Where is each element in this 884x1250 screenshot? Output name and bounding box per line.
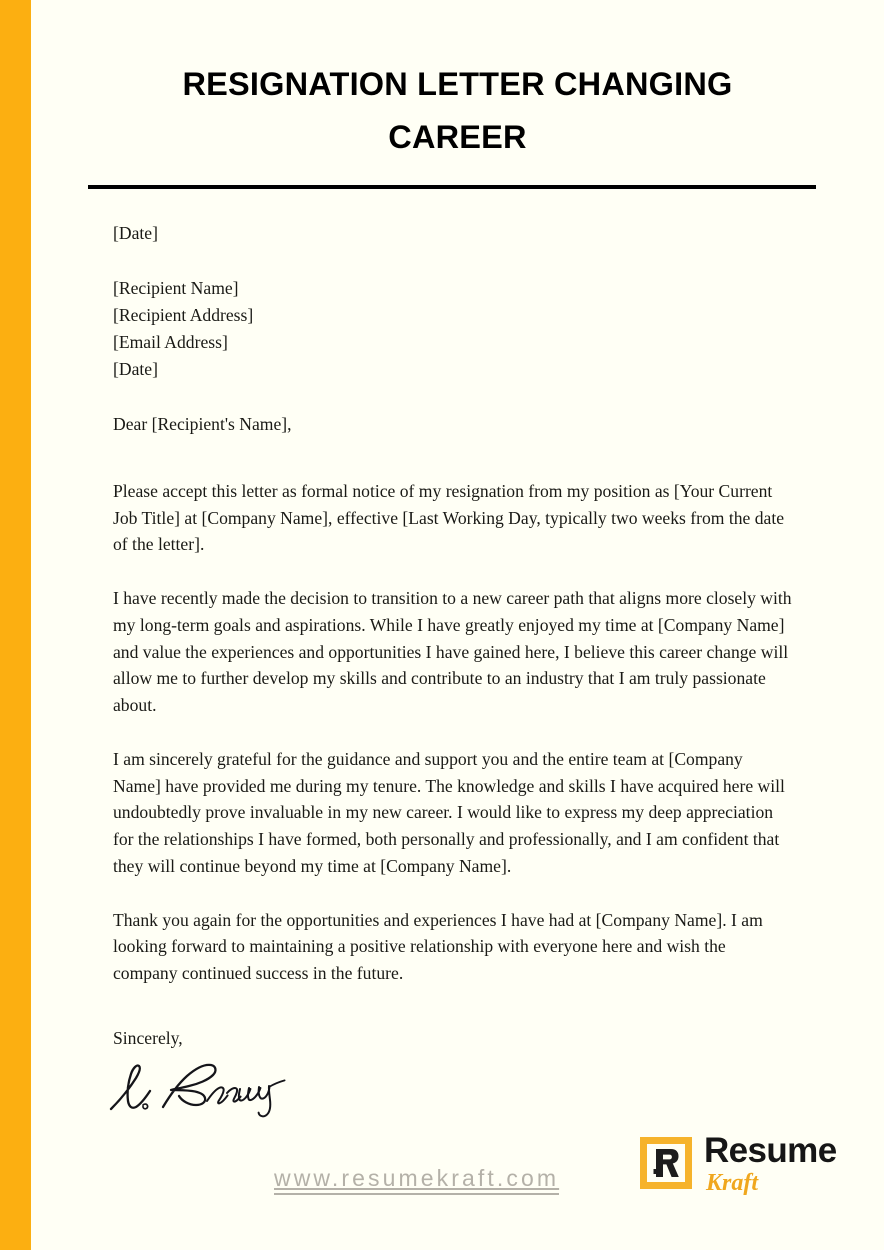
body-paragraph-1: Please accept this letter as formal notice of my resignation from my position as [Your Current Job Title] at [Company Name], effective [Last Working Day, typically two weeks from the date of the letter].	[113, 481, 785, 555]
document-content	[31, 0, 884, 1250]
date-block	[113, 220, 793, 247]
left-accent-band	[0, 0, 31, 1250]
date-line: [Date]	[113, 222, 158, 243]
recipient-date-line: [Date]	[113, 358, 158, 379]
brand-secondary-text: Kraft	[706, 1169, 759, 1196]
title-section	[31, 0, 884, 189]
letter-body	[31, 220, 793, 1122]
title-divider	[88, 185, 816, 189]
recipient-email-line: [Email Address]	[113, 331, 228, 352]
resumekraft-r-logo-icon	[640, 1137, 692, 1189]
body-paragraph-3: I am sincerely grateful for the guidance and support you and the entire team at [Company Name] have provided me during my tenure. The knowledge and skills I have acquired here will undoubtedly prove invaluable in my new career. I would like to express my deep appreciation for the relationships I have formed, both personally and professionally, and I am confident that they will continue beyond my time at [Company Name].	[113, 748, 785, 876]
body-paragraph-4: Thank you again for the opportunities and experiences I have had at [Company Name]. I am looking forward to maintaining a positive relationship with everyone here and wish the company continued success in the future.	[113, 909, 763, 984]
salutation-text: Dear [Recipient's Name],	[113, 414, 292, 435]
body-paragraph-2: I have recently made the decision to transition to a new career path that aligns more closely with my long-term goals and aspirations. While I have greatly enjoyed my time at [Company Name] and value the experiences and opportunities I have gained here, I believe this career change will allow me to further develop my skills and contribute to an industry that I am truly passionate about.	[113, 588, 792, 716]
closing-text: Sincerely,	[113, 1027, 183, 1048]
salutation-block	[113, 411, 793, 438]
recipient-address-line: [Recipient Address]	[113, 305, 254, 326]
brand-wordmark	[704, 1133, 837, 1195]
website-url-link[interactable]: www.resumekraft.com	[274, 1167, 559, 1195]
recipient-name-line: [Recipient Name]	[113, 278, 239, 299]
resumekraft-brand	[640, 1133, 837, 1195]
page-footer	[31, 1120, 884, 1250]
brand-primary-text: Resume	[704, 1131, 837, 1170]
signature-image	[103, 1057, 303, 1121]
recipient-block	[113, 275, 793, 382]
page-title: RESIGNATION LETTER CHANGING CAREER	[182, 66, 733, 156]
